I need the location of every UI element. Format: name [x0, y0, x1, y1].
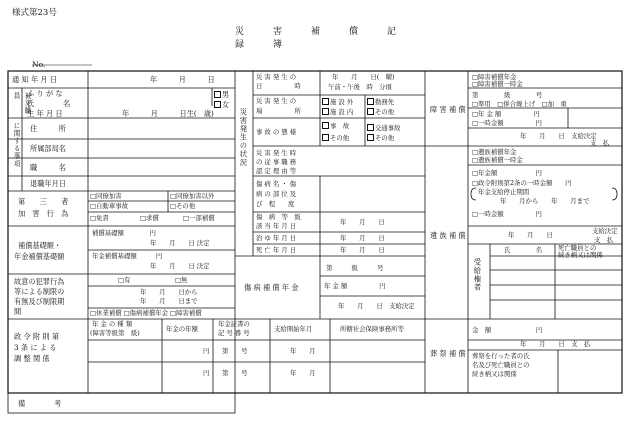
- type-other-option[interactable]: その他: [322, 134, 349, 142]
- crime-label-4: 間: [14, 307, 22, 316]
- traffic-accident-option[interactable]: 交通事故: [367, 124, 401, 132]
- survivor-annual-amount[interactable]: □年金額 円: [472, 169, 542, 177]
- outside-facility-option[interactable]: 施 設 外: [322, 98, 353, 106]
- crime-no-option[interactable]: □無: [175, 276, 188, 284]
- inside-facility-option[interactable]: 施 設 内: [322, 108, 353, 116]
- injury-pension-label: 傷 病 補 償 年 金: [244, 283, 299, 292]
- cured-date-value[interactable]: 年 月 日: [340, 234, 385, 242]
- death-date-label: 死 亡 年 月 日: [256, 246, 297, 254]
- rank-label-2: 該 当 年 月 日: [256, 222, 297, 230]
- recipient-relation-label-1: 死亡職員との: [558, 244, 597, 252]
- survivor-pay-label: 支 払: [594, 236, 614, 244]
- survivor-label: 遺 族 補 償: [430, 231, 466, 240]
- survivor-lump-option[interactable]: □遺族補償一時金: [472, 156, 523, 164]
- survivor-pension-option[interactable]: □遺族補償年金: [472, 148, 517, 156]
- disability-annual-amount[interactable]: □年 金 額 円: [472, 110, 540, 118]
- address-label: 住 所: [30, 124, 66, 133]
- rank-date-value[interactable]: 年 月 日: [340, 218, 385, 226]
- crime-label-2: 等による制限の: [14, 287, 65, 296]
- pay-start-1[interactable]: 年 月: [290, 347, 316, 355]
- occur-date-value[interactable]: 年 月 日( 曜): [332, 73, 395, 81]
- belong-label: に関する事項: [12, 122, 20, 168]
- survivor-date[interactable]: 年 月 日: [508, 231, 553, 239]
- funeral-amount[interactable]: 金 額 円: [472, 326, 543, 334]
- survivor-stop-label: 年金支給停止期間: [478, 188, 530, 196]
- comp-base-row[interactable]: 補償基礎額 円: [92, 229, 156, 237]
- sex-female-checkbox[interactable]: 女: [214, 101, 229, 109]
- post-label: 職 名: [30, 163, 66, 172]
- pay-start-label: 支給開始年月: [274, 325, 313, 333]
- funeral-person-label-3: 続き柄又は関係: [472, 370, 517, 378]
- birth-label: 生 年 月 日: [27, 109, 63, 118]
- tp-option-recourse[interactable]: □求償: [140, 214, 159, 222]
- death-date-value[interactable]: 年 月 日: [340, 246, 385, 254]
- cert-number-2[interactable]: 第 号: [222, 369, 248, 377]
- recipient-relation-label-2: 続き柄又は関係: [558, 251, 603, 259]
- disability-decision-date[interactable]: 年 月 日 支給決定: [520, 132, 597, 140]
- injury-pension-grade[interactable]: 第 級 号: [326, 264, 384, 272]
- funeral-label: 葬 祭 補 償: [430, 349, 466, 358]
- survivor-decided-label: 支給決定: [592, 227, 618, 235]
- annuity-base-date[interactable]: 年 月 日 決定: [150, 262, 210, 270]
- disability-lump-amount[interactable]: □一時金額 円: [472, 119, 542, 127]
- recipient-label: 受給権者: [473, 258, 482, 292]
- accident-option[interactable]: 事 故: [322, 122, 349, 130]
- funeral-pay-date[interactable]: 年 月 日 支 払: [520, 340, 591, 348]
- crime-from[interactable]: 年 月 日から: [140, 288, 198, 296]
- tp-option-car[interactable]: □自動車事故: [90, 202, 128, 210]
- crime-yes-option[interactable]: □有: [118, 276, 131, 284]
- disability-adjust-options[interactable]: □準用 □併合繰上げ □加 重: [472, 100, 567, 108]
- tp-option-non-colleague[interactable]: □同僚加害以外: [170, 192, 215, 200]
- furigana-label: ふ り が な: [27, 89, 63, 98]
- duty-reason-label-3: 認 定 理 由 等: [256, 167, 297, 175]
- disability-grade[interactable]: 第 級 号: [472, 91, 543, 99]
- place-label: 災 害 発 生 の: [256, 97, 297, 105]
- disaster-status-label: 災害発生の状況: [239, 108, 248, 167]
- office-label: 所轄社会保険事務所等: [340, 325, 404, 333]
- tp-option-colleague[interactable]: □同僚加害: [90, 192, 122, 200]
- pension-type-label: 年 金 の 種 類: [92, 320, 133, 328]
- injury-pension-amount[interactable]: 年 金 額 円: [324, 282, 386, 290]
- suppl-label-1: 政 令 附 則 第: [14, 332, 60, 341]
- tp-option-exempt[interactable]: □免責: [90, 214, 109, 222]
- third-party-label: 第 三 者: [18, 197, 69, 206]
- harm-act-label: 加 害 行 為: [18, 209, 69, 218]
- funeral-person-label-2: 名及び死亡職員との: [472, 361, 530, 369]
- disability-label: 障 害 補 償: [430, 105, 466, 114]
- retire-label: 退職年月日: [30, 179, 66, 188]
- crime-label-1: 故意の犯罪行為: [14, 277, 65, 286]
- cert-number-1[interactable]: 第 号: [222, 347, 248, 355]
- workplace-option[interactable]: 勤務先: [367, 98, 394, 106]
- place-other-option[interactable]: その他: [367, 108, 394, 116]
- pension-type-sub: (障害等級第 級): [90, 329, 140, 337]
- accident-type-label: 事 故 の 態 様: [256, 128, 297, 136]
- suppl-label-3: 調 整 関 係: [14, 354, 50, 363]
- cured-date-label: 治 ゆ 年 月 日: [256, 234, 297, 242]
- disability-pension-option[interactable]: □障害補償年金: [472, 73, 517, 81]
- crime-to[interactable]: 年 月 日まで: [140, 297, 198, 305]
- cert-no-label-2: 記 号 番 号: [218, 329, 250, 337]
- recipient-name-label: 氏 名: [503, 246, 543, 254]
- traffic-other-option[interactable]: その他: [367, 134, 394, 142]
- cert-no-label: 年金証書の: [218, 320, 250, 328]
- duty-reason-label-2: の 従 事 職 務: [256, 158, 297, 166]
- pension-yen-1[interactable]: 円: [203, 347, 210, 355]
- crime-label-3: 有無及び制限期: [14, 297, 65, 306]
- sex-male-checkbox[interactable]: 男: [214, 91, 229, 99]
- tp-option-other[interactable]: □その他: [170, 202, 196, 210]
- department-label: 所属部局名: [30, 144, 66, 153]
- notice-date-label: 通 知 年 月 日: [12, 75, 58, 84]
- victim-label: 被災職員: [12, 92, 31, 115]
- annuity-base-label: 年金補償基礎額: [14, 252, 65, 261]
- place-label-2: 場 所: [256, 107, 301, 115]
- name-label: 氏 名: [27, 99, 71, 108]
- form-title: 災 害 補 償 記 録 簿: [235, 27, 426, 50]
- comp-base-label: 補償基礎額・: [18, 241, 62, 250]
- injury-label-2: 病 の 部 位 及: [256, 190, 297, 198]
- pay-start-2[interactable]: 年 月: [290, 369, 316, 377]
- comp-base-date[interactable]: 年 月 日 決定: [150, 239, 210, 247]
- funeral-person-label-1: 葬祭を行った者の氏: [472, 352, 530, 360]
- pension-yen-2[interactable]: 円: [203, 369, 210, 377]
- number-label: No.: [32, 60, 46, 69]
- duty-reason-label-1: 災 害 発 生 時: [256, 149, 297, 157]
- survivor-stop-period[interactable]: 年 月から 年 月まで: [500, 197, 590, 205]
- crime-options[interactable]: □休業補償 □傷病補償年金 □障害補償: [90, 309, 202, 317]
- disability-pay-label: 支 払: [590, 139, 610, 147]
- notice-date-value[interactable]: 年 月 日: [150, 75, 215, 84]
- occur-time-value[interactable]: 午前・午後 時 分頃: [328, 83, 392, 91]
- remarks-label: 備 考: [18, 399, 62, 408]
- survivor-lump-amount[interactable]: □一時金額 円: [472, 210, 542, 218]
- injury-label-1: 傷 病 名 ・ 傷: [256, 180, 297, 188]
- occur-time-label-2: 日 時: [256, 82, 301, 90]
- disability-lump-option[interactable]: □障害補償一時金: [472, 80, 523, 88]
- survivor-suppl-amount[interactable]: □政令附則第2条の一時金額 円: [472, 179, 572, 187]
- injury-label-3: び 程 度: [256, 200, 295, 208]
- pension-amount-label: 年金の年額: [166, 325, 198, 333]
- occur-time-label: 災 害 発 生 の: [256, 73, 297, 81]
- birth-value[interactable]: 年 月 日生( 歳): [122, 109, 214, 118]
- suppl-label-2: 3 条 に よ る: [14, 343, 57, 352]
- form-number: 様式第23号: [12, 8, 57, 18]
- annuity-base-row[interactable]: 年金補償基礎額 円: [92, 252, 163, 260]
- rank-label-1: 傷 病 等 級: [256, 213, 301, 221]
- tp-option-partial[interactable]: □一部補償: [183, 214, 215, 222]
- injury-pension-date[interactable]: 年 月 日 支給決定: [338, 302, 415, 310]
